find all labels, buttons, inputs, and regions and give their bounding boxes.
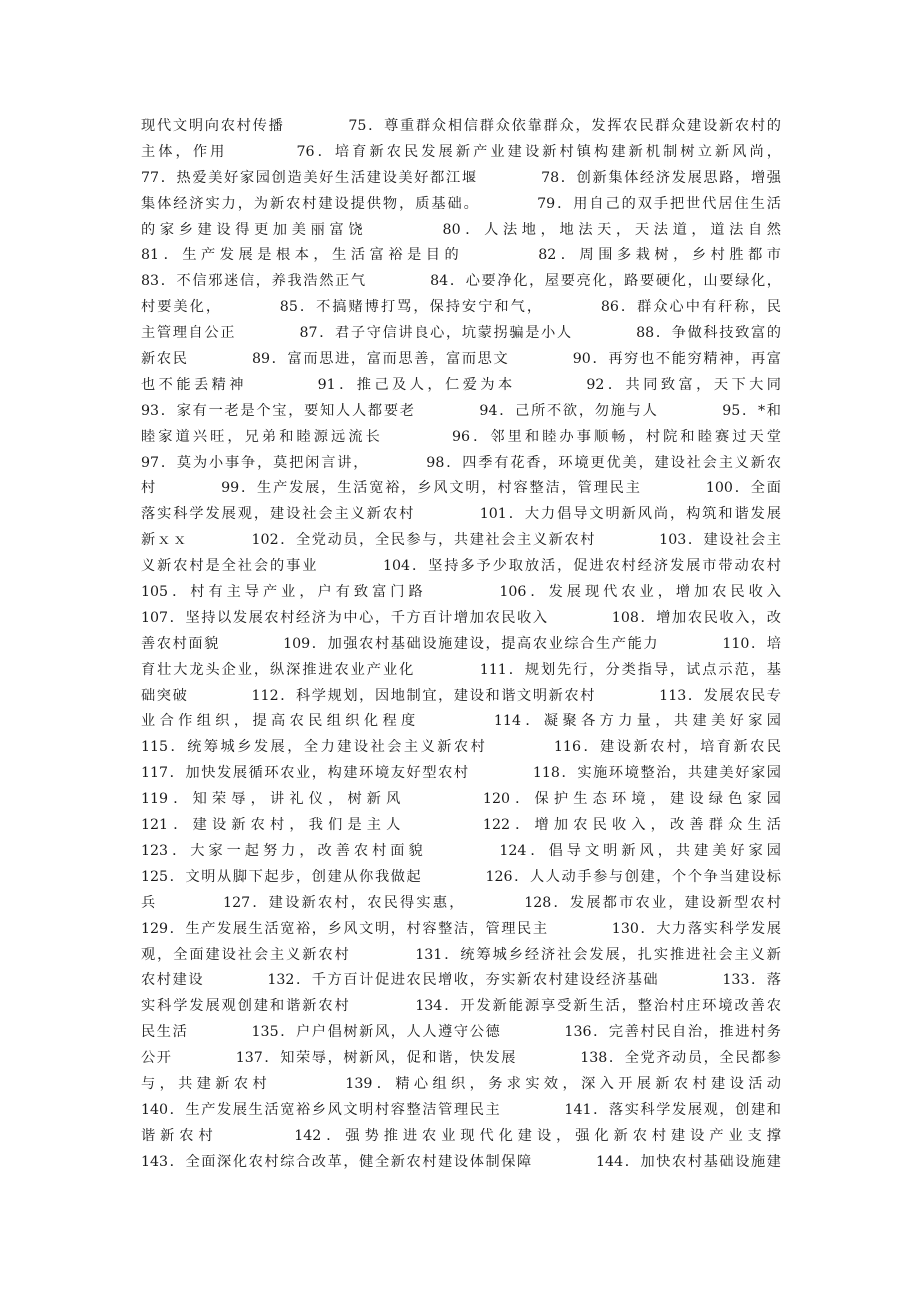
text-line: 115．统筹城乡发展，全力建设社会主义新农村 116．建设新农村，培育新农民: [141, 739, 781, 756]
text-line: 97．莫为小事争，莫把闲言讲， 98．四季有花香，环境更优美，建设社会主义新农: [141, 454, 781, 471]
text-line: 81．生产发展是根本，生活富裕是目的 82．周围多栽树，乡村胜都市: [141, 247, 781, 264]
text-line: 睦家道兴旺，兄弟和睦源远流长 96．邻里和睦办事顺畅，村院和睦赛过天堂: [141, 428, 781, 445]
text-line: 主体，作用 76．培育新农民发展新产业建设新村镇构建新机制树立新风尚，: [141, 143, 781, 160]
text-line: 123．大家一起努力，改善农村面貌 124．倡导文明新风，共建美好家园: [141, 842, 781, 859]
text-line: 的家乡建设得更加美丽富饶 80．人法地，地法天，天法道，道法自然: [141, 221, 781, 238]
text-line: 农村建设 132．千方百计促进农民增收，夯实新农村建设经济基础 133．落: [141, 972, 781, 989]
text-line: 谐新农村 142．强势推进农业现代化建设，强化新农村建设产业支撑: [141, 1127, 781, 1144]
text-line: 83．不信邪迷信，养我浩然正气 84．心要净化，屋要亮化，路要硬化，山要绿化，: [141, 273, 781, 290]
text-line: 77．热爱美好家园创造美好生活建设美好都江堰 78．创新集体经济发展思路，增强: [141, 169, 781, 186]
text-line: 143．全面深化农村综合改革，健全新农村建设体制保障 144．加快农村基础设施建: [141, 1153, 781, 1170]
text-line: 观，全面建设社会主义新农村 131．统筹城乡经济社会发展，扎实推进社会主义新: [141, 946, 781, 963]
text-line: 集体经济实力，为新农村建设提供物，质基础。 79．用自己的双手把世代居住生活: [141, 195, 781, 212]
text-line: 117．加快发展循环农业，构建环境友好型农村 118．实施环境整治，共建美好家园: [141, 765, 781, 782]
text-line: 新ｘｘ 102．全党动员，全民参与，共建社会主义新农村 103．建设社会主: [141, 532, 781, 549]
text-line: 129．生产发展生活宽裕，乡风文明，村容整洁，管理民主 130．大力落实科学发展: [141, 920, 781, 937]
text-line: 现代文明向农村传播 75．尊重群众相信群众依靠群众，发挥农民群众建设新农村的: [141, 118, 781, 134]
text-line: 125．文明从脚下起步，创建从你我做起 126．人人动手参与创建，个个争当建设标: [141, 868, 781, 885]
text-line: 93．家有一老是个宝，要知人人都要老 94．己所不欲，勿施与人 95．*和: [141, 402, 781, 419]
text-line: 新农民 89．富而思进，富而思善，富而思文 90．再穷也不能穷精神，再富: [141, 351, 781, 368]
text-line: 育壮大龙头企业，纵深推进农业产业化 111．规划先行，分类指导，试点示范，基: [141, 661, 781, 678]
text-line: 140．生产发展生活宽裕乡风文明村容整洁管理民主 141．落实科学发展观，创建和: [141, 1101, 781, 1118]
text-line: 公开 137．知荣辱，树新风，促和谐，快发展 138．全党齐动员，全民都参: [141, 1050, 781, 1067]
text-line: 也不能丢精神 91．推己及人，仁爱为本 92．共同致富，天下大同: [141, 376, 781, 393]
slogan-text-block: [141, 114, 781, 1176]
text-line: 主管理自公正 87．君子守信讲良心，坑蒙拐骗是小人 88．争做科技致富的: [141, 325, 781, 342]
text-line: 村要美化， 85．不搞赌博打骂，保持安宁和气， 86．群众心中有秆称，民: [141, 299, 781, 316]
text-line: 105．村有主导产业，户有致富门路 106．发展现代农业，增加农民收入: [141, 584, 781, 601]
text-line: 村 99．生产发展，生活宽裕，乡风文明，村容整洁，管理民主 100．全面: [141, 480, 781, 497]
text-line: 与，共建新农村 139．精心组织，务求实效，深入开展新农村建设活动: [141, 1075, 781, 1092]
text-line: 实科学发展观创建和谐新农村 134．开发新能源享受新生活，整治村庄环境改善农: [141, 998, 781, 1015]
text-line: 119．知荣辱，讲礼仪，树新风 120．保护生态环境，建设绿色家园: [141, 791, 781, 808]
text-line: 业合作组织，提高农民组织化程度 114．凝聚各方力量，共建美好家园: [141, 713, 781, 730]
text-line: 善农村面貌 109．加强农村基础设施建设，提高农业综合生产能力 110．培: [141, 635, 781, 652]
text-line: 121．建设新农村，我们是主人 122．增加农民收入，改善群众生活: [141, 817, 781, 834]
text-line: 民生活 135．户户倡树新风，人人遵守公德 136．完善村民自治，推进村务: [141, 1024, 781, 1041]
text-line: 础突破 112．科学规划，因地制宜，建设和谐文明新农村 113．发展农民专: [141, 687, 781, 704]
text-line: 义新农村是全社会的事业 104．坚持多予少取放活，促进农村经济发展市带动农村: [141, 558, 781, 575]
text-line: 107．坚持以发展农村经济为中心，千方百计增加农民收入 108．增加农民收入，改: [141, 609, 781, 626]
text-line: 落实科学发展观，建设社会主义新农村 101．大力倡导文明新风尚，构筑和谐发展: [141, 506, 781, 523]
text-line: 兵 127．建设新农村，农民得实惠， 128．发展都市农业，建设新型农村: [141, 894, 781, 911]
